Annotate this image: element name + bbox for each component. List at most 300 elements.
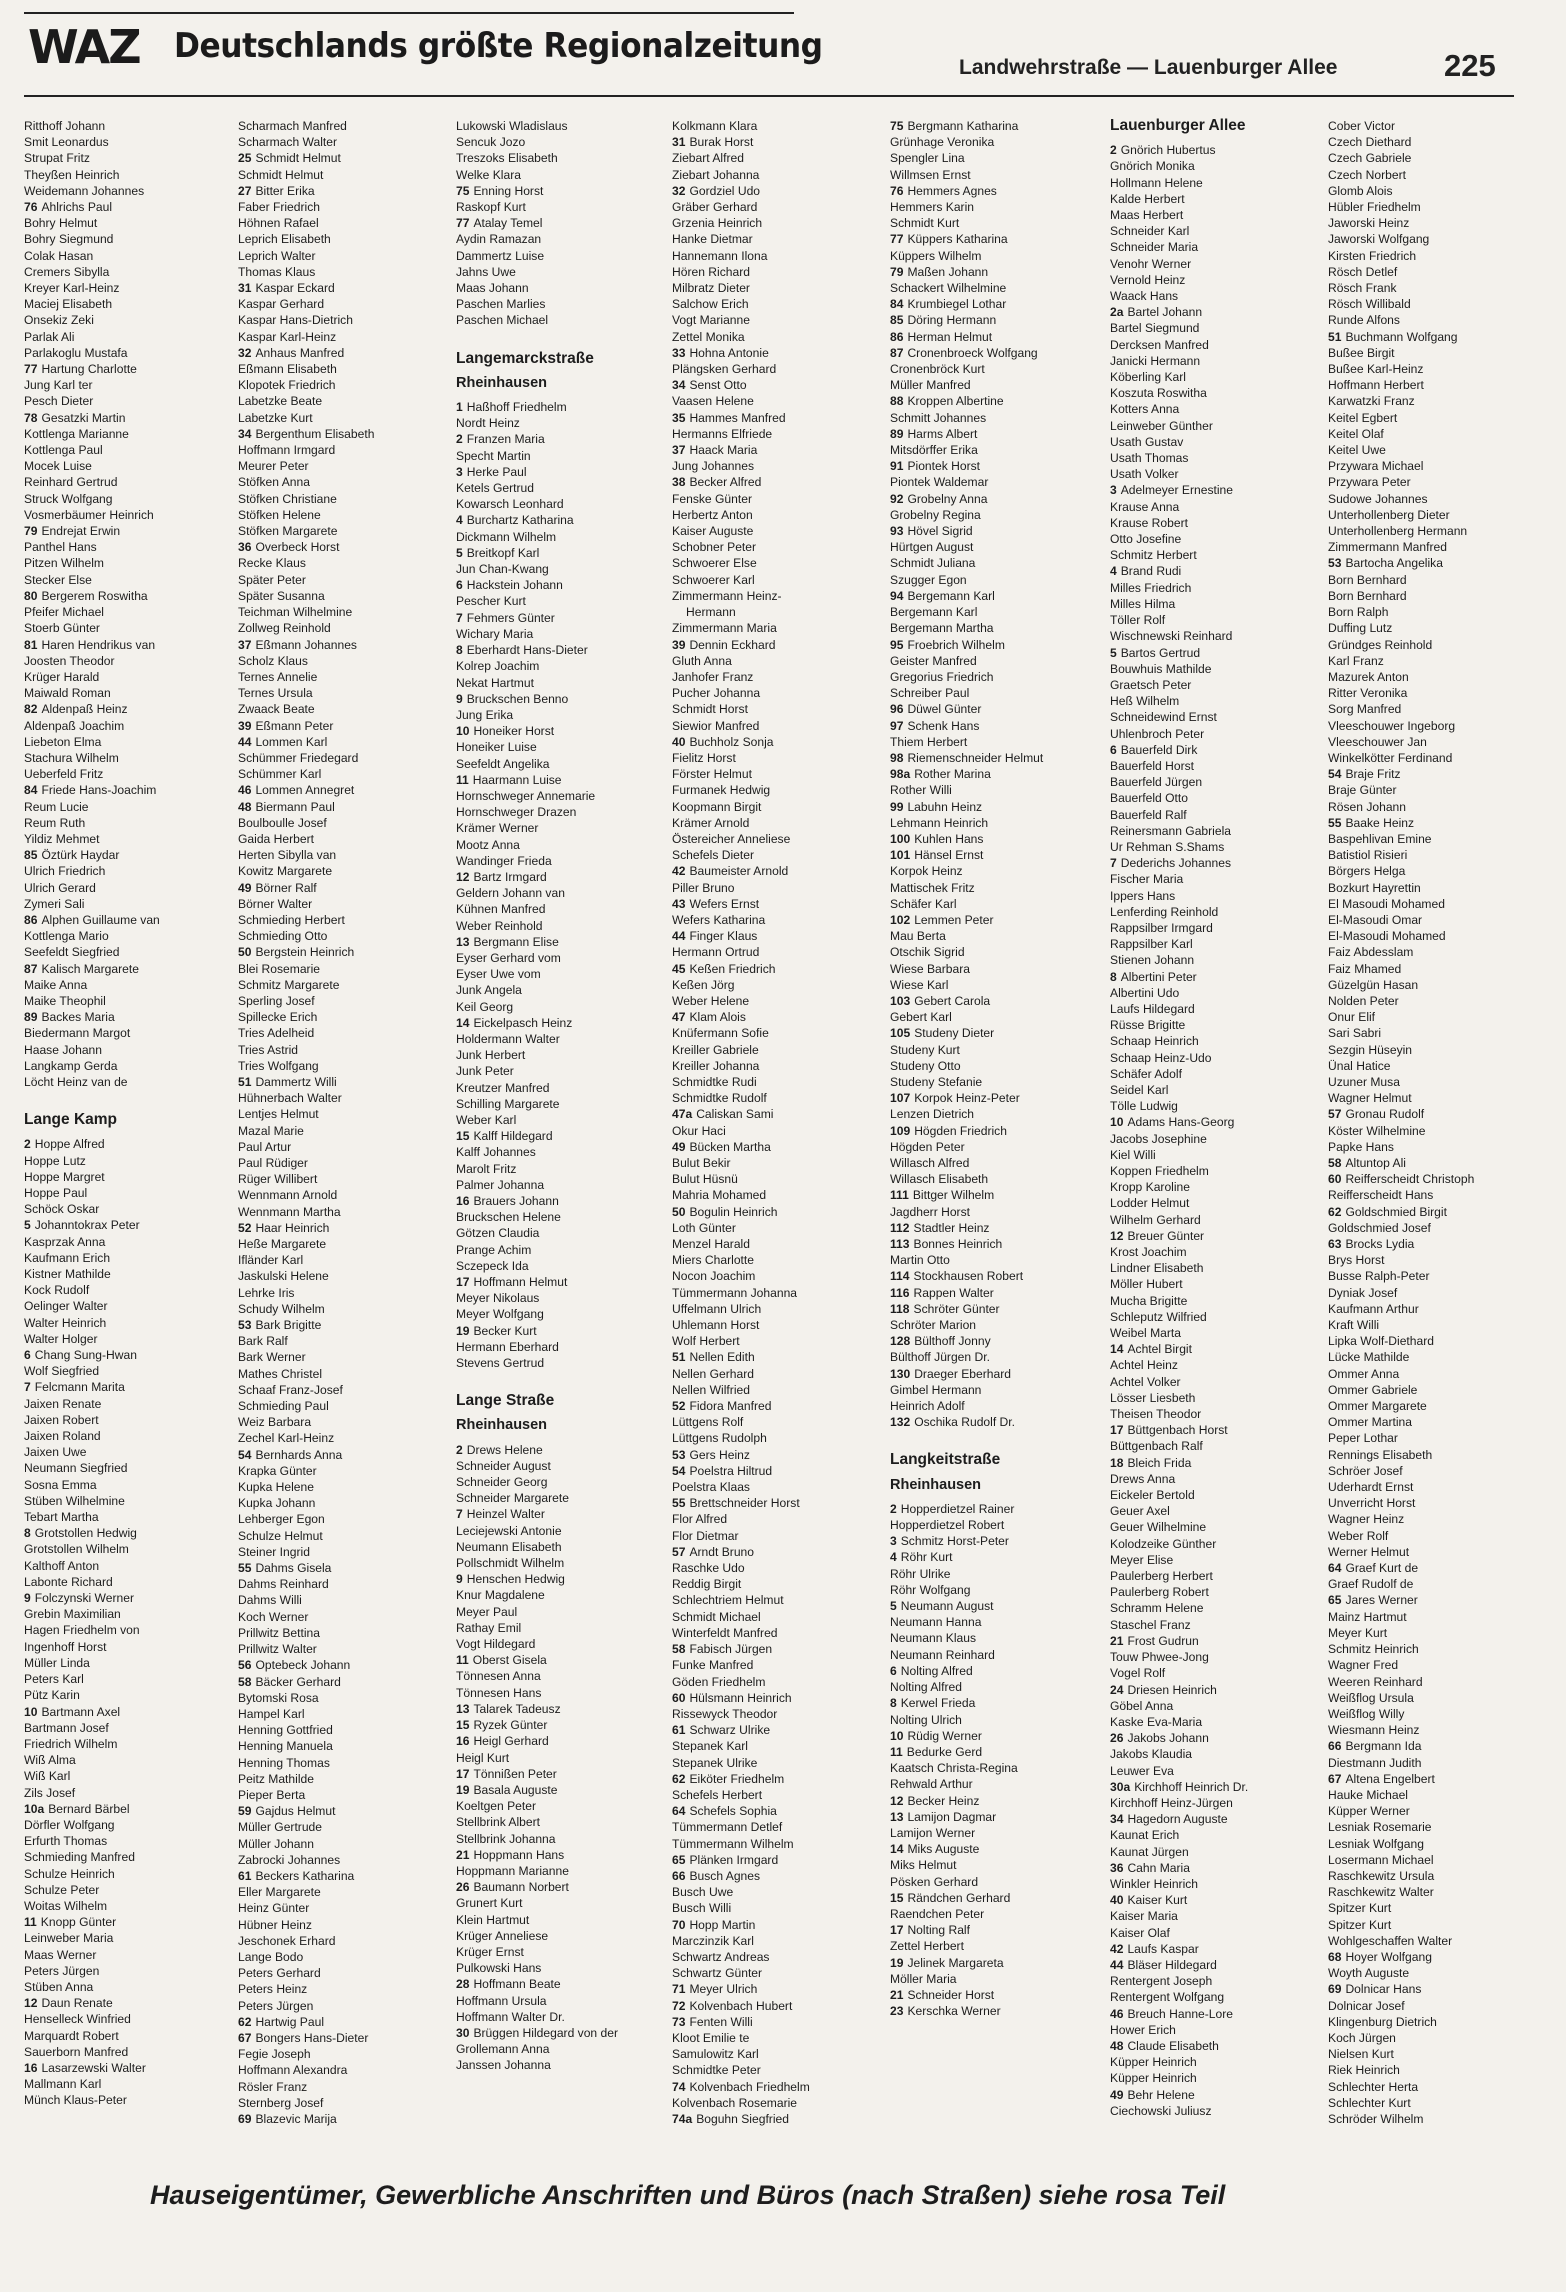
house-number: 107 <box>890 1091 911 1106</box>
resident-entry <box>672 1495 892 1511</box>
resident-entry <box>1110 2038 1330 2054</box>
resident-name: Hoppmann Marianne <box>456 1863 569 1878</box>
resident-entry <box>24 1169 244 1185</box>
resident-entry <box>238 880 458 896</box>
resident-name: Duffing Lutz <box>1328 621 1393 636</box>
resident-name: Riemenschneider Helmut <box>907 750 1044 765</box>
house-number: 11 <box>24 1915 37 1930</box>
house-number: 8 <box>456 643 463 658</box>
resident-entry <box>238 1123 458 1139</box>
district-heading: Rheinhausen <box>456 1417 548 1434</box>
resident-name: Schefels Herbert <box>672 1787 763 1802</box>
resident-entry <box>24 1687 244 1703</box>
resident-name: Schmieding Paul <box>238 1399 329 1414</box>
house-number: 66 <box>1328 1739 1342 1754</box>
header-slogan: Deutschlands größte Regionalzeitung <box>174 26 823 66</box>
resident-entry <box>24 1801 244 1817</box>
resident-name: Krapka Günter <box>238 1463 317 1478</box>
resident-name: Tries Astrid <box>238 1042 299 1057</box>
house-number: 17 <box>890 1923 904 1938</box>
resident-name: Koppen Friedhelm <box>1110 1164 1209 1178</box>
resident-entry <box>238 620 458 636</box>
resident-entry <box>1110 304 1330 320</box>
resident-entry <box>238 393 458 409</box>
house-number: 44 <box>238 734 252 749</box>
resident-name: Marquardt Robert <box>24 2028 119 2043</box>
resident-entry <box>1110 1487 1330 1503</box>
resident-name: Graef Rudolf de <box>1328 1577 1414 1592</box>
resident-name: Plängsken Gerhard <box>672 362 777 377</box>
house-number: 5 <box>456 545 463 560</box>
resident-name: Nellen Gerhard <box>672 1366 755 1381</box>
resident-entry <box>672 1625 892 1641</box>
house-number: 130 <box>890 1366 911 1381</box>
resident-entry <box>456 1144 676 1160</box>
resident-entry <box>456 1863 676 1879</box>
resident-entry <box>456 1798 676 1814</box>
house-number: 86 <box>890 329 904 344</box>
house-number: 36 <box>1110 1860 1124 1875</box>
resident-name: Lücke Mathilde <box>1328 1350 1410 1365</box>
resident-entry <box>672 620 892 636</box>
resident-name: Kock Rudolf <box>24 1283 90 1298</box>
house-number: 80 <box>24 588 38 603</box>
resident-name: Keßen Jörg <box>672 977 735 992</box>
house-number: 52 <box>238 1220 252 1235</box>
house-number: 69 <box>238 2111 252 2126</box>
resident-name: Ulrich Friedrich <box>24 864 106 879</box>
resident-entry <box>672 831 892 847</box>
resident-entry <box>672 1382 892 1398</box>
resident-entry <box>24 572 244 588</box>
resident-name: Bedurke Gerd <box>906 1744 983 1759</box>
resident-name: Fenske Günter <box>672 491 752 506</box>
resident-name: Stecker Else <box>24 572 92 587</box>
resident-entry <box>24 1412 244 1428</box>
resident-name: Zwaack Beate <box>238 702 315 717</box>
resident-entry <box>672 1933 892 1949</box>
resident-name: Koeltgen Peter <box>456 1799 537 1814</box>
resident-entry <box>1110 499 1330 515</box>
resident-name: Kaiser Auguste <box>672 524 754 539</box>
resident-entry <box>456 1290 676 1306</box>
resident-entry <box>24 1444 244 1460</box>
resident-name: Vogel Rolf <box>1110 1666 1166 1681</box>
resident-name: Eiköter Friedhelm <box>689 1771 785 1786</box>
resident-name: Breitkopf Karl <box>466 545 540 560</box>
resident-entry <box>890 393 1110 409</box>
resident-name: Tebart Martha <box>24 1510 99 1525</box>
resident-name: Bäcker Gerhard <box>255 1674 341 1689</box>
resident-entry <box>672 734 892 750</box>
resident-entry <box>890 361 1110 377</box>
resident-name: Kaspar Karl-Heinz <box>238 329 337 344</box>
resident-entry <box>890 329 1110 345</box>
resident-entry <box>456 1539 676 1555</box>
resident-name: Aldenpaß Heinz <box>41 702 128 717</box>
house-number: 55 <box>672 1496 686 1511</box>
resident-entry <box>672 1123 892 1139</box>
resident-entry <box>238 1917 458 1933</box>
resident-name: Schwarz Ulrike <box>689 1723 771 1738</box>
resident-name: Zimmermann Heinz- <box>672 588 782 603</box>
house-number: 12 <box>456 869 470 884</box>
resident-entry <box>24 1493 244 1509</box>
resident-entry <box>24 280 244 296</box>
resident-entry <box>1110 272 1330 288</box>
resident-entry <box>890 1074 1110 1090</box>
resident-name: Klam Alois <box>689 1010 746 1025</box>
resident-entry <box>1110 1406 1330 1422</box>
resident-entry <box>1110 807 1330 823</box>
resident-name: Schlechter Kurt <box>1328 2095 1411 2110</box>
resident-entry <box>890 961 1110 977</box>
house-number: 15 <box>456 1129 470 1144</box>
resident-name: Miks Helmut <box>890 1858 957 1873</box>
resident-name: Bogulin Heinrich <box>689 1204 778 1219</box>
resident-name: Bark Werner <box>238 1350 306 1365</box>
resident-name: Venohr Werner <box>1110 256 1192 271</box>
resident-entry <box>238 1949 458 1965</box>
resident-name: Goldschmied Birgit <box>1345 1204 1447 1219</box>
resident-name: Köberling Karl <box>1110 370 1186 385</box>
resident-entry <box>456 1523 676 1539</box>
house-number: 93 <box>890 524 904 539</box>
resident-name: Weeren Reinhard <box>1328 1674 1423 1689</box>
resident-name: Herbertz Anton <box>672 507 753 522</box>
resident-name: Marczinzik Karl <box>672 1933 754 1948</box>
house-number: 12 <box>1110 1228 1124 1243</box>
resident-name: Ulrich Gerard <box>24 880 96 895</box>
resident-name: Studeny Dieter <box>914 1026 995 1041</box>
house-number: 85 <box>24 848 38 863</box>
resident-entry <box>238 993 458 1009</box>
resident-entry <box>672 458 892 474</box>
resident-entry <box>456 658 676 674</box>
resident-name: Eberhardt Hans-Dieter <box>466 643 588 658</box>
resident-entry <box>238 1479 458 1495</box>
resident-entry <box>456 1209 676 1225</box>
resident-entry <box>238 1090 458 1106</box>
house-number: 113 <box>890 1237 910 1252</box>
resident-name: Dercksen Manfred <box>1110 337 1209 352</box>
resident-name: Kistner Mathilde <box>24 1267 111 1282</box>
resident-name: Martin Otto <box>890 1253 950 1268</box>
resident-entry <box>1328 2046 1548 2062</box>
resident-name: Czech Norbert <box>1328 167 1406 182</box>
resident-entry <box>238 2111 458 2127</box>
resident-name: Schneidewind Ernst <box>1110 710 1217 725</box>
resident-entry <box>890 1382 1110 1398</box>
resident-entry <box>672 1592 892 1608</box>
resident-entry <box>1110 1114 1330 1130</box>
resident-entry <box>238 507 458 523</box>
resident-entry <box>890 782 1110 798</box>
resident-entry <box>672 766 892 782</box>
resident-name: Unverricht Horst <box>1328 1496 1416 1511</box>
resident-entry <box>456 1571 676 1587</box>
resident-entry <box>24 750 244 766</box>
resident-entry <box>456 1128 676 1144</box>
resident-name: Weber Reinhold <box>456 918 543 933</box>
resident-entry <box>238 1884 458 1900</box>
house-number: 97 <box>890 718 904 733</box>
resident-entry <box>24 150 244 166</box>
resident-entry <box>672 799 892 815</box>
resident-name: Schäfer Karl <box>890 896 957 911</box>
resident-name: Uhlenbroch Peter <box>1110 726 1205 741</box>
house-number: 19 <box>456 1323 470 1338</box>
resident-name: Braje Fritz <box>1345 767 1401 782</box>
resident-name: Küppers Katharina <box>907 232 1008 247</box>
resident-entry <box>456 1242 676 1258</box>
house-number: 12 <box>890 1793 904 1808</box>
resident-entry <box>890 1285 1110 1301</box>
resident-name: Reum Ruth <box>24 815 86 830</box>
resident-name: Schaap Heinrich <box>1110 1034 1199 1049</box>
resident-entry <box>1110 1325 1330 1341</box>
resident-entry <box>890 458 1110 474</box>
resident-entry <box>890 1614 1110 1630</box>
resident-entry <box>672 1025 892 1041</box>
house-number: 68 <box>1328 1949 1342 1964</box>
resident-name: Lenzen Dietrich <box>890 1107 975 1122</box>
resident-entry <box>890 1155 1110 1171</box>
resident-entry <box>24 1590 244 1606</box>
resident-entry <box>672 296 892 312</box>
resident-name: Bauerfeld Horst <box>1110 758 1195 773</box>
resident-name: Hoppe Paul <box>24 1186 88 1200</box>
resident-name: Bernard Bärbel <box>48 1801 130 1816</box>
resident-entry <box>890 248 1110 264</box>
resident-name: Tries Wolfgang <box>238 1058 319 1073</box>
resident-name: Busch Willi <box>672 1901 732 1916</box>
resident-name: Kühnen Manfred <box>456 902 546 917</box>
resident-name: Röhr Kurt <box>900 1550 953 1565</box>
resident-name: Schmitt Johannes <box>890 410 987 425</box>
house-number: 58 <box>238 1674 252 1689</box>
resident-entry <box>1328 1155 1548 1171</box>
directory-column-1 <box>24 118 244 2109</box>
resident-entry <box>24 669 244 685</box>
resident-name: Pucher Johanna <box>672 686 761 701</box>
resident-entry <box>672 1317 892 1333</box>
resident-entry <box>238 1366 458 1382</box>
house-number: 98a <box>890 767 911 782</box>
resident-name: Schmidtke Rudi <box>672 1074 757 1089</box>
resident-name: Bulut Hüsnü <box>672 1172 738 1187</box>
resident-entry <box>672 637 892 653</box>
resident-name: Piontek Waldemar <box>890 475 989 490</box>
resident-entry <box>456 1112 676 1128</box>
house-number: 34 <box>1110 1812 1124 1827</box>
resident-name: Neumann Hanna <box>890 1615 982 1630</box>
resident-entry <box>1110 1665 1330 1681</box>
resident-name: Lüttgens Rudolph <box>672 1431 767 1446</box>
resident-entry <box>24 118 244 134</box>
resident-name: Braje Günter <box>1328 783 1397 798</box>
house-number: 15 <box>456 1718 470 1733</box>
resident-name: Senst Otto <box>689 378 747 393</box>
house-number: 39 <box>238 718 252 733</box>
resident-entry <box>672 1528 892 1544</box>
house-number: 78 <box>24 410 38 425</box>
resident-entry <box>1110 1925 1330 1941</box>
resident-name: Unterhollenberg Hermann <box>1328 524 1468 539</box>
resident-name: Schneider Horst <box>907 1987 995 2002</box>
resident-entry <box>672 782 892 798</box>
resident-entry <box>24 539 244 555</box>
resident-entry <box>238 442 458 458</box>
resident-name: Strupat Fritz <box>24 151 90 166</box>
resident-entry <box>1328 1463 1548 1479</box>
resident-entry <box>890 1366 1110 1382</box>
resident-name: Walter Heinrich <box>24 1315 107 1330</box>
resident-entry <box>24 474 244 490</box>
resident-name: Stockhausen Robert <box>913 1269 1024 1284</box>
resident-entry <box>238 345 458 361</box>
resident-entry <box>672 1998 892 2014</box>
resident-entry <box>24 2011 244 2027</box>
resident-name: Labetzke Kurt <box>238 410 313 425</box>
resident-entry <box>1328 2079 1548 2095</box>
resident-entry <box>1328 653 1548 669</box>
resident-name: Prange Achim <box>456 1242 532 1257</box>
resident-name: Bauerfeld Dirk <box>1120 742 1198 757</box>
resident-name: Haarmann Luise <box>472 772 562 787</box>
resident-entry <box>24 701 244 717</box>
house-number: 101 <box>890 848 911 863</box>
resident-name: Schneider August <box>456 1458 551 1473</box>
resident-name: Siewior Manfred <box>672 718 760 733</box>
resident-entry <box>24 312 244 328</box>
resident-name: Schmieding Herbert <box>238 912 345 927</box>
resident-name: Hübler Friedhelm <box>1328 200 1421 215</box>
directory-column-3 <box>456 118 676 2074</box>
resident-name: Burak Horst <box>689 135 754 150</box>
house-number: 16 <box>456 1734 470 1749</box>
resident-entry <box>672 815 892 831</box>
resident-entry <box>238 1106 458 1122</box>
resident-entry <box>890 928 1110 944</box>
resident-name: Meyer Wolfgang <box>456 1307 544 1322</box>
resident-entry <box>238 1447 458 1463</box>
resident-name: Hülsmann Heinrich <box>689 1690 792 1705</box>
resident-entry <box>456 1831 676 1847</box>
resident-entry <box>1110 2054 1330 2070</box>
resident-name: Ifländer Karl <box>238 1253 304 1268</box>
resident-entry <box>672 167 892 183</box>
resident-entry <box>672 474 892 490</box>
resident-entry <box>1110 1276 1330 1292</box>
resident-name: Kolvenbach Friedhelm <box>689 2079 810 2094</box>
resident-entry <box>1110 628 1330 644</box>
resident-entry <box>1328 588 1548 604</box>
resident-entry <box>890 1825 1110 1841</box>
resident-entry <box>24 766 244 782</box>
resident-name: Grotstollen Wilhelm <box>24 1542 129 1557</box>
resident-name: Zymeri Sali <box>24 896 85 911</box>
resident-entry <box>456 312 676 328</box>
resident-entry <box>24 1477 244 1493</box>
resident-name: Poelstra Hiltrud <box>689 1463 773 1478</box>
resident-name: Hemmers Agnes <box>907 183 997 198</box>
resident-entry <box>672 1301 892 1317</box>
resident-name: Usath Thomas <box>1110 451 1189 466</box>
resident-entry <box>1328 474 1548 490</box>
resident-name: Janhofer Franz <box>672 669 754 684</box>
resident-name: Güzelgün Hasan <box>1328 977 1419 992</box>
resident-name: Laufs Hildegard <box>1110 1001 1195 1016</box>
resident-entry <box>1328 539 1548 555</box>
resident-name: Friede Hans-Joachim <box>41 783 157 798</box>
resident-entry <box>24 1363 244 1379</box>
resident-entry <box>672 280 892 296</box>
resident-name: Lehberger Egon <box>238 1512 325 1527</box>
resident-name: Ternes Annelie <box>238 669 318 684</box>
resident-name: Brys Horst <box>1328 1253 1385 1268</box>
resident-entry <box>1328 1398 1548 1414</box>
resident-entry <box>672 993 892 1009</box>
resident-name: Labuhn Heinz <box>907 799 983 814</box>
resident-entry <box>1328 993 1548 1009</box>
resident-entry <box>1328 393 1548 409</box>
resident-entry <box>456 675 676 691</box>
resident-name: Gebert Karl <box>890 1010 952 1025</box>
resident-entry <box>672 442 892 458</box>
resident-entry <box>456 885 676 901</box>
resident-entry <box>24 491 244 507</box>
resident-entry <box>1110 1503 1330 1519</box>
resident-name: Nellen Wilfried <box>672 1382 750 1397</box>
resident-entry <box>1110 1779 1330 1795</box>
house-number: 10 <box>890 1728 904 1743</box>
resident-entry <box>672 961 892 977</box>
resident-name: Jelinek Margareta <box>907 1955 1004 1970</box>
house-number: 6 <box>890 1663 897 1678</box>
resident-entry <box>1328 410 1548 426</box>
resident-name: Wagner Heinz <box>1328 1512 1405 1527</box>
resident-entry <box>672 847 892 863</box>
resident-name: Ryzek Günter <box>473 1718 548 1733</box>
resident-name: Becker Kurt <box>473 1323 537 1338</box>
resident-name: Östereicher Anneliese <box>672 831 791 846</box>
resident-name: Keitel Uwe <box>1328 443 1386 458</box>
resident-name: Baumann Norbert <box>473 1880 569 1895</box>
resident-entry <box>1328 215 1548 231</box>
resident-name: Samulowitz Karl <box>672 2047 759 2062</box>
resident-entry <box>1328 620 1548 636</box>
resident-name: Nekat Hartmut <box>456 675 534 690</box>
resident-entry <box>24 782 244 798</box>
resident-name: Boulboulle Josef <box>238 815 327 830</box>
resident-name: Schümmer Karl <box>238 767 322 782</box>
resident-name: Götzen Claudia <box>456 1226 540 1241</box>
house-number: 61 <box>238 1868 252 1883</box>
resident-entry <box>1110 1471 1330 1487</box>
resident-entry <box>672 1430 892 1446</box>
resident-entry <box>238 1009 458 1025</box>
resident-entry <box>238 653 458 669</box>
resident-entry <box>456 1960 676 1976</box>
resident-entry <box>24 2028 244 2044</box>
resident-entry <box>24 1509 244 1525</box>
house-number: 2 <box>890 1501 897 1516</box>
resident-entry <box>456 1782 676 1798</box>
resident-name: Geuer Wilhelmine <box>1110 1520 1207 1535</box>
resident-entry <box>1110 952 1330 968</box>
resident-entry <box>456 561 676 577</box>
